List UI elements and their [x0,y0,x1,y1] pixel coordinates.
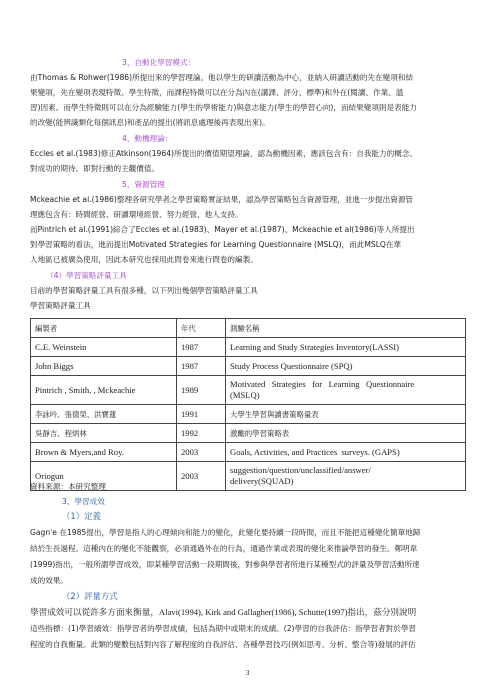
table-cell: 吳靜吉、程炳林 [31,424,177,443]
cell-line: delivery(SQUAD) [230,476,294,486]
header-cell: 測驗名稱 [226,319,466,338]
learning-outcome-heading: 3、學習成效 [62,497,105,506]
tools-heading: （4）學習策略評量工具 [46,271,127,280]
paragraph-line: (1999)指出，一般所謂學習成效，即某種學習活動一段期間後，對參與學習者所進行某種型式的評量及學習活動所達 [30,560,420,569]
table-cell: Goals, Activities, and Practices surveys. (GAPS) [226,443,466,462]
table-source: 資料來源：本研究整理 [30,482,106,491]
assessment-tools-table [30,318,466,491]
paragraph-line: 人地區已被廣為使用，因此本研究也採用此問卷來進行問卷的編製。 [30,255,258,264]
table-cell: John Biggs [31,357,177,376]
paragraph-line: 對成功的期待、即對行動的主觀價值。 [30,164,160,173]
table-cell: 1991 [177,405,226,424]
definition-heading: （1）定義 [62,511,101,521]
table-row [31,424,466,443]
table-cell: 1989 [177,376,226,405]
paragraph-line: 這些指標：(1)學習績效：指學習者的學習成績，包括為期中或期末的成績。(2)學習的自我評估：指學習者對於學習 [30,624,417,633]
table-cell: 李詠吟、張德榮、洪寶蓮 [31,405,177,424]
cell-line: Motivated Strategies for Learning Questionnaire [230,379,415,389]
table-cell: Pintrich , Smith, , Mckeachie [31,376,177,405]
paragraph-line: 而Pintrich et al.(1991)綜合了Eccles et al.(1983)、Mayer et al.(1987)、Mckeachie et al(1986)等人所提出 [30,225,415,234]
paragraph-line: 由Thomas & Rohwer(1986)所提出來的學習理論。他以學生的研讀活動為中心，並納入研讀活動的先在變項和結 [30,73,414,82]
cell-line: (MSLQ) [230,390,260,400]
paragraph-line: 目前的學習策略評量工具有很多種，以下列出幾個學習策略評量工具 [30,286,258,295]
table-row [31,443,466,462]
table-row [31,338,466,357]
table-row [31,357,466,376]
table-cell: 激勵的學習策略表 [226,424,466,443]
section-5-heading: 5、資源管理 [122,180,165,189]
cell-line: suggestion/question/unclassified/answer/ [230,465,371,475]
table-cell: Study Process Questionnaire (SPQ) [226,357,466,376]
table-cell [226,376,466,405]
page-number: 3 [245,668,250,677]
table-cell: 1987 [177,357,226,376]
table-cell: 1992 [177,424,226,443]
table-row [31,405,466,424]
paragraph-line: Mckeachie et al.(1986)整理各研究學者之學習策略實証結果，認為學習策略包含資源管理，並進一步提出資源管 [30,195,414,204]
table-cell: Oriogun [31,462,177,491]
paragraph-line: 的改變(能辨識類化每個訊息)和產品的提出(將訊息處理後再表現出來)。 [30,118,270,127]
section-4-heading: 4、動機理論： [122,134,173,143]
paragraph-line: 習)因素。而學生特徵則可以在分為經驗能力(學生的學術能力)與意志能力(學生的學習心向)，而結果變項則是表能力 [30,103,417,112]
header-cell: 年代 [177,319,226,338]
table-caption: 學習策略評量工具 [30,301,91,310]
table-cell: C.E. Weinstein [31,338,177,357]
table-cell: 2003 [177,462,226,491]
paragraph-line: 結於生長過程。這種內在的變化不能觀察，必須通過外在的行為，通過作業或表現的變化來推論學習的發生。鄭明韋 [30,544,418,553]
paragraph-line: 成的效果。 [30,576,68,585]
paragraph-line: 對學習策略的看法，進而提出Motivated Strategies for Learning Questionnaire (MSLQ)，而此MSLQ在華 [30,240,402,249]
table-cell: Learning and Study Strategies Inventory(LASSI) [226,338,466,357]
paragraph-line: 果變項，先在變項表現特徵、學生特徵，而課程特徵可以在分為內在(講課、評分、標準)和外在(閱讀、作業、溫 [30,88,404,97]
table-cell: 大學生學習與讀書策略量表 [226,405,466,424]
paragraph-line: Gagn'e 在1985提出，學習是指人的心理傾向和能力的變化，此變化要持續一段時間，而且不能把這種變化簡單地歸 [30,528,421,537]
table-header-row [31,319,466,338]
header-cell: 編製者 [31,319,177,338]
table-row [31,376,466,405]
table-cell: 2003 [177,443,226,462]
section-3-heading: 3、自動化學習模式： [122,58,196,67]
paragraph-line: 理應包含有：時間經營、研讀環境經營、努力經營、他人支持。 [30,210,243,219]
paragraph-line: 學習成效可以從許多方面來衡量，Alavi(1994), Kirk and Gallagher(1986), Schutte(1997)指出，茲分別說明 [30,607,417,617]
table-cell: 1987 [177,338,226,357]
evaluation-heading: （2）評量方式 [62,591,118,601]
table-cell: Brown & Myers,and Roy. [31,443,177,462]
paragraph-line: 程度的自我衡量。此類的變數包括對內容了解程度的自我評估、各種學習技巧(例如思考、分析、整合等)發展的評估 [30,640,416,649]
paragraph-line: Eccles et al.(1983)修正Atkinson(1964)所提出的價值期望理論，認為動機因素，應該包含有：自我能力的概念、 [30,149,417,158]
table-cell [226,462,466,491]
